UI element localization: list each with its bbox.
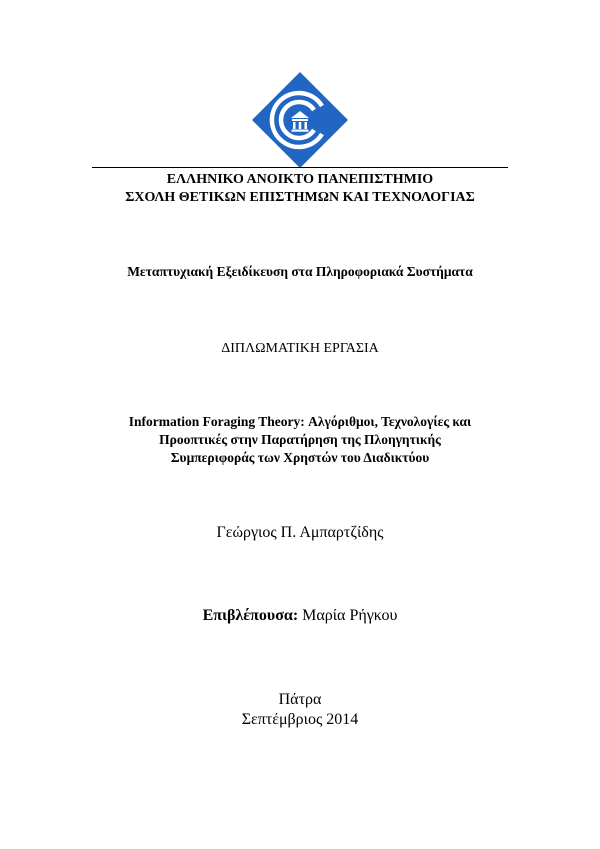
- program-name: Μεταπτυχιακή Εξειδίκευση στα Πληροφοριακά Συστήματα: [127, 264, 473, 279]
- thesis-title-line-1: Information Foraging Theory: Αλγόριθμοι, Τεχνολογίες και: [128, 414, 472, 429]
- supervisor: [0, 607, 600, 625]
- supervisor-name: Μαρία Ρήγκου: [302, 607, 398, 624]
- supervisor-label: Επιβλέπουσα:: [202, 607, 299, 624]
- document-type: ΔΙΠΛΩΜΑΤΙΚΗ ΕΡΓΑΣΙΑ: [221, 341, 379, 356]
- place: Πάτρα: [278, 691, 322, 708]
- date: Σεπτέμβριος 2014: [241, 711, 359, 728]
- author-name: Γεώργιος Π. Αμπαρτζίδης: [216, 524, 384, 541]
- thesis-title-line-2: Προοπτικές στην Παρατήρηση της Πλοηγητικής: [159, 432, 441, 447]
- school-name: ΣΧΟΛΗ ΘΕΤΙΚΩΝ ΕΠΙΣΤΗΜΩΝ ΚΑΙ ΤΕΧΝΟΛΟΓΙΑΣ: [125, 190, 475, 205]
- header-divider: [92, 167, 508, 168]
- university-name: ΕΛΛΗΝΙΚΟ ΑΝΟΙΚΤΟ ΠΑΝΕΠΙΣΤΗΜΙΟ: [166, 172, 434, 187]
- thesis-title-line-3: Συμπεριφοράς των Χρηστών του Διαδικτύου: [170, 450, 430, 465]
- university-logo-icon: [250, 70, 350, 170]
